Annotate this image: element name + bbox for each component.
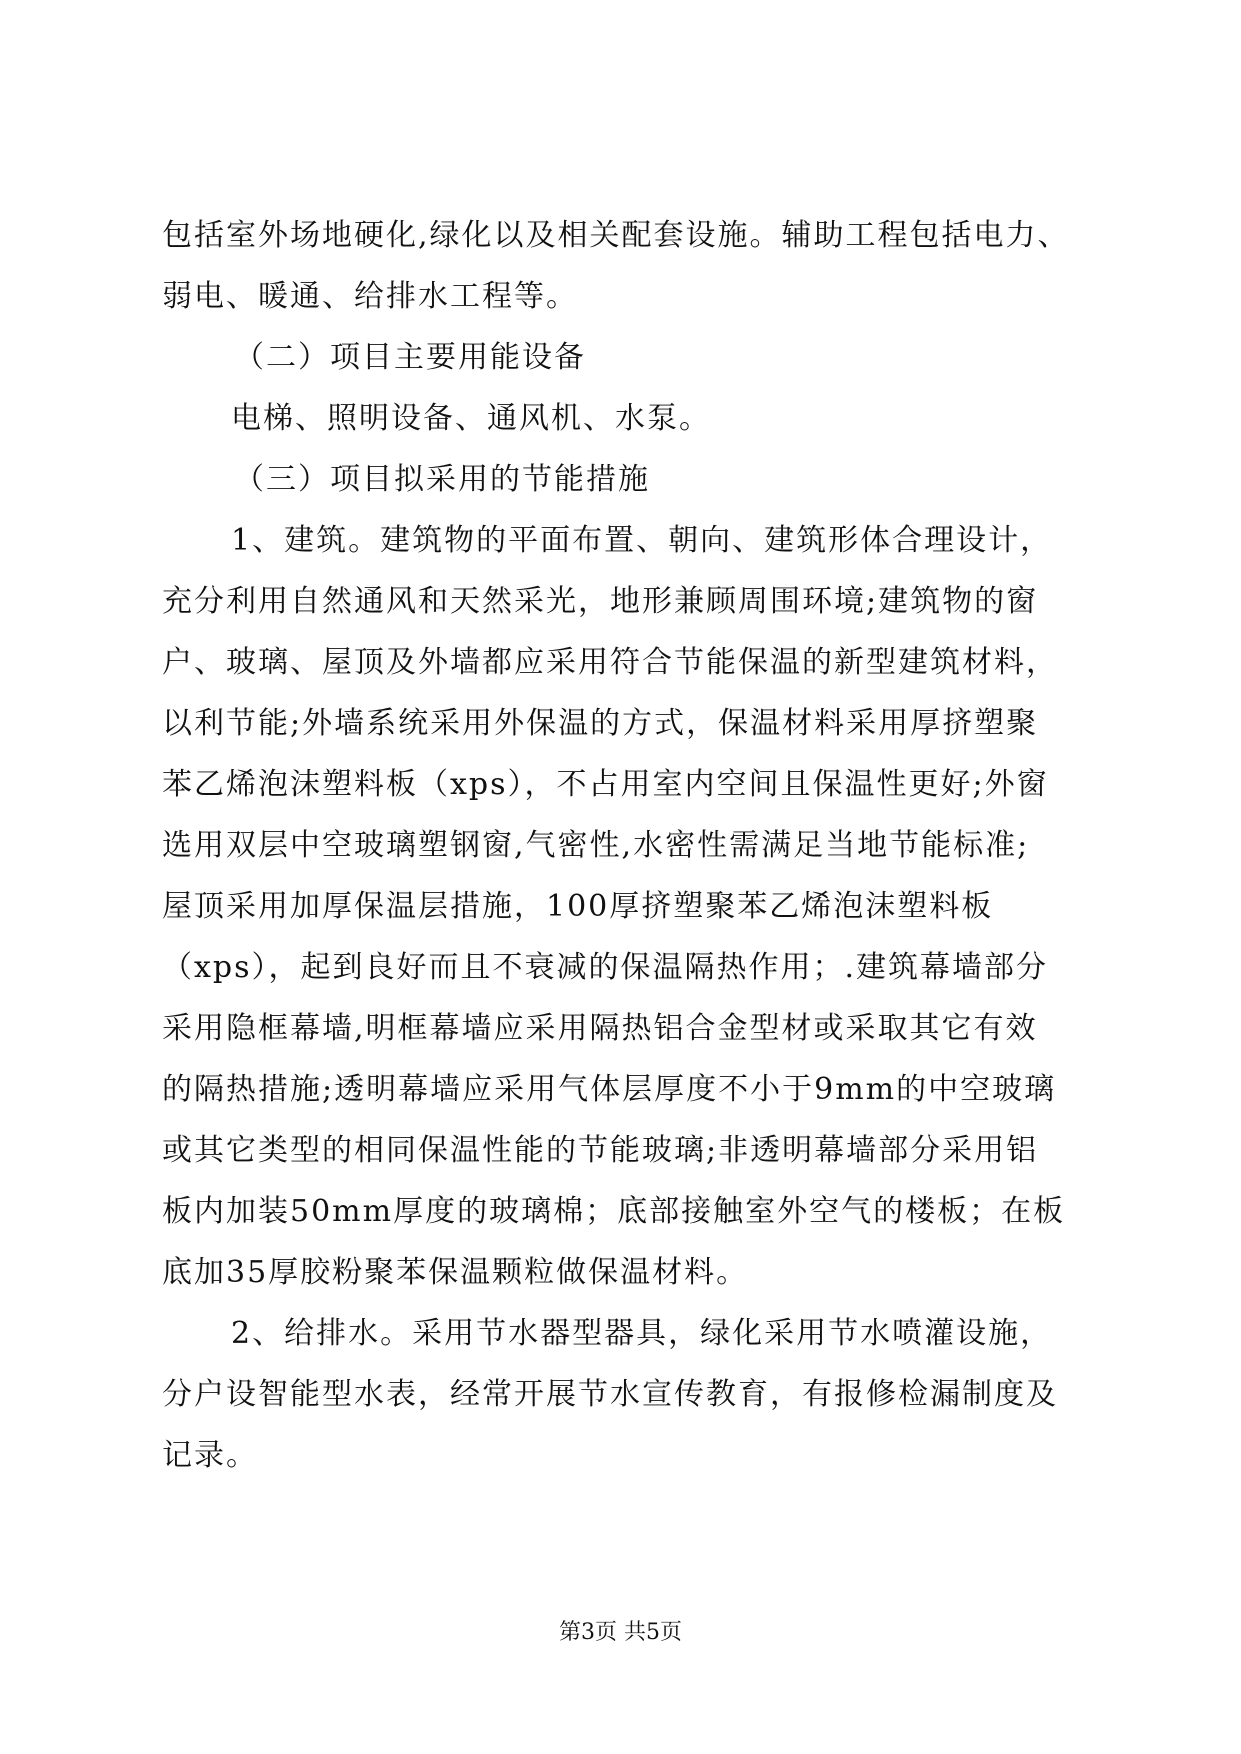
text-line: 电梯、照明设备、通风机、水泵。: [231, 401, 711, 436]
text-line: 包括室外场地硬化,绿化以及相关配套设施。辅助工程包括电力、: [162, 218, 1070, 253]
text-line: 分户设智能型水表，经常开展节水宣传教育，有报修检漏制度及: [162, 1377, 1058, 1412]
text-line: 屋顶采用加厚保温层措施，100厚挤塑聚苯乙烯泡沫塑料板: [162, 889, 994, 924]
text-line: 弱电、暖通、给排水工程等。: [162, 279, 578, 314]
text-line: 的隔热措施;透明幕墙应采用气体层厚度不小于9mm的中空玻璃: [162, 1072, 1057, 1107]
text-line: 采用隐框幕墙,明框幕墙应采用隔热铝合金型材或采取其它有效: [162, 1011, 1038, 1046]
text-line: 苯乙烯泡沫塑料板（xps），不占用室内空间且保温性更好;外窗: [162, 767, 1049, 802]
text-line: 充分利用自然通风和天然采光，地形兼顾周围环境;建筑物的窗: [162, 584, 1039, 619]
text-line: 以利节能;外墙系统采用外保温的方式，保温材料采用厚挤塑聚: [162, 706, 1039, 741]
text-line: 2、给排水。采用节水器型器具，绿化采用节水喷灌设施，: [231, 1316, 1053, 1351]
text-line: 1、建筑。建筑物的平面布置、朝向、建筑形体合理设计，: [231, 523, 1053, 558]
page-footer: [0, 1618, 1241, 1648]
section-heading: （二）项目主要用能设备: [234, 340, 586, 375]
document-body: [162, 205, 1092, 1486]
text-line: 底加35厚胶粉聚苯保温颗粒做保温材料。: [162, 1255, 749, 1290]
text-line: 选用双层中空玻璃塑钢窗,气密性,水密性需满足当地节能标准;: [162, 828, 1030, 863]
text-line: 户、玻璃、屋顶及外墙都应采用符合节能保温的新型建筑材料，: [162, 645, 1058, 680]
text-line: 板内加装50mm厚度的玻璃棉；底部接触室外空气的楼板；在板: [162, 1194, 1066, 1229]
text-line: （xps），起到良好而且不衰减的保温隔热作用；.建筑幕墙部分: [162, 950, 1049, 985]
page-number-label: 第3页 共5页: [559, 1620, 682, 1645]
section-heading: （三）项目拟采用的节能措施: [234, 462, 650, 497]
text-line: 或其它类型的相同保温性能的节能玻璃;非透明幕墙部分采用铝: [162, 1133, 1039, 1168]
text-line: 记录。: [162, 1438, 258, 1473]
